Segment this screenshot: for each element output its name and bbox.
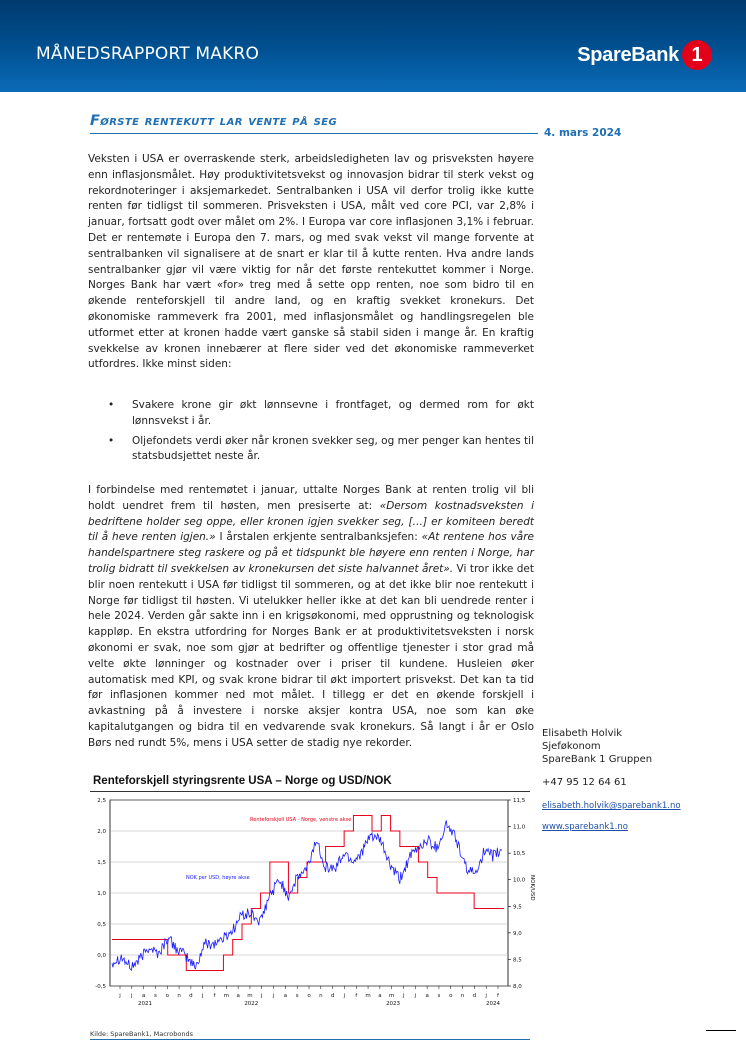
paragraph-main-intro: I forbindelse med rentemøtet i januar, uttalte Norges Bank at renten trolig vil bli holdt uendret frem til høsten, men presiserte at: (88, 484, 534, 512)
right-tick-label: 8,5 (513, 957, 522, 964)
x-tick-label: f (213, 993, 216, 999)
x-tick-label: j (201, 993, 204, 999)
bullet-list (88, 398, 534, 469)
bullet-item: • Oljefondets verdi øker når kronen svekker seg, og mer penger kan hentes til statsbudsjettet neste år. (88, 434, 534, 466)
x-tick-label: n (460, 993, 465, 999)
x-tick-label: a (283, 993, 288, 999)
x-tick-label: m (365, 993, 371, 999)
right-tick-label: 9,5 (513, 904, 522, 911)
x-tick-label: s (154, 993, 157, 999)
x-tick-label: n (177, 993, 181, 999)
x-tick-label: j (260, 993, 263, 999)
sparebank-logo (577, 40, 712, 70)
x-tick-label: j (272, 993, 275, 999)
paragraph-main-rest: Vi tror ikke det blir noen rentekutt i USA før tidligst til sommeren, og at det ikke blir noe rentekutt i Norge før tidligst til høsten. Vi utelukker heller ikke at det kan bli uendrede renter i hele 2024. Verden går sakte inn i en krigsøkonomi, med opprustning og teknologisk kappløp. En ekstra utfordring for Norges Bank er at produktivitetsveksten i norsk økonomi er svak, noe som gjør at bedrifter og offentlige tjenester i stor grad må velte økte lønninger og kostnader over i priser til kundene. Husleien øker automatisk med KPI, og svak krone bidrar til økt importert prisvekst. Det kan ta tid før inflasjonen kommer ned mot målet. I tillegg er det en økende forskjell i avkastning på å investere i norske aksjer kontra USA, noe som kan øke kapitalutgangen og bidra til en vedvarende svak kronekurs. Så langt i år er Oslo Børs ned rundt 5%, mens i USA setter de stadig nye rekorder. (88, 562, 534, 749)
x-tick-label: d (189, 993, 193, 999)
x-year-label: 2024 (486, 1001, 500, 1007)
x-year-label: 2021 (138, 1001, 152, 1007)
brand-badge: 1 (682, 40, 712, 70)
paragraph-main (88, 483, 534, 752)
legend-usdnok: NOK per USD, høyre akse (186, 875, 250, 881)
usdnok-line (112, 820, 502, 970)
x-tick-label: j (485, 993, 487, 999)
x-tick-label: m (223, 993, 229, 999)
x-tick-label: d (330, 993, 335, 999)
x-tick-label: f (497, 993, 499, 999)
headline-divider (90, 133, 538, 134)
right-tick-label: 8,0 (513, 984, 522, 990)
report-header (0, 0, 746, 92)
x-year-label: 2022 (244, 1001, 259, 1007)
author-phone: +47 95 12 64 61 (542, 777, 627, 788)
left-tick-label: 1,0 (97, 891, 106, 897)
article-headline: Første rentekutt lar vente på seg (90, 113, 338, 129)
footer-divider (90, 1039, 530, 1040)
author-role: Sjeføkonom (542, 741, 601, 752)
right-tick-label: 10,5 (513, 851, 526, 858)
article-date: 4. mars 2024 (544, 127, 622, 139)
x-tick-label: s (437, 993, 441, 999)
bullet-item: • Svakere krone gir økt lønnsevne i frontfaget, og dermed rom for økt lønnsvekst i år. (88, 398, 534, 430)
paragraph-main-middle: I årstalen erkjente sentralbanksjefen: (215, 531, 422, 544)
figure-source: Kilde: SpareBank1, Macrobonds (90, 1030, 194, 1038)
left-tick-label: 2,0 (97, 829, 106, 835)
x-tick-label: j (402, 993, 405, 999)
left-axis-ticks (95, 798, 106, 990)
left-tick-label: 2,5 (97, 798, 106, 804)
report-title: MÅNEDSRAPPORT MAKRO (36, 44, 260, 64)
rate-spread-chart (90, 792, 535, 1028)
x-tick-label: a (236, 993, 240, 999)
x-tick-label: s (295, 993, 299, 999)
right-tick-label: 11,0 (513, 824, 526, 831)
right-tick-label: 9,0 (513, 930, 522, 937)
x-tick-label: j (119, 993, 121, 999)
brand-text: SpareBank (577, 43, 679, 66)
x-tick-label: m (247, 993, 253, 999)
x-tick-label: j (343, 993, 346, 999)
x-tick-label: a (141, 993, 146, 999)
author-company: SpareBank 1 Gruppen (542, 754, 653, 765)
left-tick-label: 0,0 (97, 953, 106, 959)
paragraph-intro: Veksten i USA er overraskende sterk, arbeidsledigheten lav og prisveksten høyere enn inflasjonsmålet. Høy produktivitetsvekst og innovasjon bidrar til sterk vekst og rekordnoteringer i aksjemarkedet. Sentralbanken i USA vil derfor trolig ikke kutte renten før tidligst til sommeren. Prisveksten i USA, målt ved core PCI, var 2,8% i januar, fortsatt godt over målet om 2%. I Europa var core inflasjonen 3,1% i februar. Det er rentemøte i Europa den 7. mars, og med svak vekst vil mange forvente at sentralbanken vil signalisere at de snart er klar til å kutte renten. Hva andre lands sentralbanker gjør vil være viktig for når det første rentekuttet kommer i Norge. Norges Bank har vært «for» treg med å sette opp renten, noe som bidro til en økende renteforskjell til andre land, og en kraftig svekket kronekurs. Det økonomiske rammeverk fra 2001, med inflasjonsmålet og handlingsregelen ble utformet etter at kronen hadde vært ganske så stabil siden i mange år. En kraftig svekkelse av kronen innebærer at flere sider ved det økonomiske rammeverket utfordres. Ikke minst siden: (88, 153, 534, 371)
right-tick-label: 11,5 (513, 798, 526, 804)
x-tick-label: o (165, 993, 169, 999)
x-tick-label: o (307, 993, 311, 999)
right-tick-label: 10,0 (513, 877, 526, 884)
x-axis-ticks (118, 986, 500, 1007)
x-tick-label: a (378, 993, 382, 999)
x-tick-label: j (414, 993, 417, 999)
x-tick-label: n (319, 993, 323, 999)
left-tick-label: 1,5 (97, 860, 106, 866)
website-link[interactable]: www.sparebank1.no (542, 822, 628, 832)
x-year-label: 2023 (386, 1001, 401, 1007)
x-tick-label: d (472, 993, 477, 999)
usdnok-series (112, 820, 502, 970)
x-tick-label: m (389, 993, 395, 999)
legend-rate-spread: Renteforskjell USA - Norge, venstre akse (250, 817, 352, 823)
left-tick-label: 0,5 (97, 922, 106, 928)
x-tick-label: f (355, 993, 358, 999)
central-bank-governor-quote: «At rentene hos våre handelspartnere steg raskere og på et tidspunkt ble høyere enn renten i Norge, har trolig bidratt til svekkelsen av kronekursen det siste halvannet året». (88, 531, 534, 575)
x-tick-label: a (425, 993, 429, 999)
x-tick-label: o (449, 993, 453, 999)
figure-title: Renteforskjell styringsrente USA – Norge og USD/NOK (93, 775, 392, 787)
author-block (542, 727, 652, 766)
norges-bank-quote: «Dersom kostnadsveksten i bedriftene holder seg oppe, eller kronen igjen svekker seg, […] er komiteen beredt til å heve renten igjen.» (88, 499, 534, 544)
right-axis-ticks (508, 798, 526, 990)
x-tick-label: j (131, 993, 133, 999)
right-axis-label: NOK/USD (529, 875, 535, 901)
left-tick-label: -0,5 (95, 984, 106, 990)
author-email-link[interactable]: elisabeth.holvik@sparebank1.no (542, 801, 681, 811)
author-name: Elisabeth Holvik (542, 728, 623, 739)
page-edge-mark (706, 1030, 736, 1031)
